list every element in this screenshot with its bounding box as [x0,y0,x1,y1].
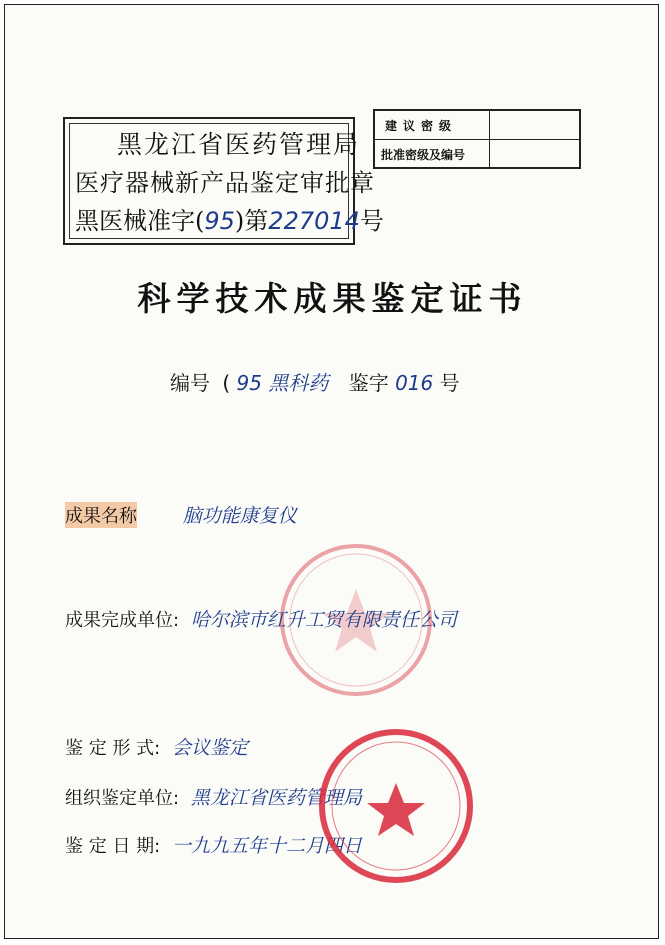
achievement-name-value: 脑功能康复仪 [182,505,297,527]
approval-stamp [63,117,384,245]
cert-no-suffix-label: 鉴字 [348,371,389,395]
approved-secrecy-level: 批准密级及编号 [381,148,466,162]
secrecy-divider-v [489,111,490,167]
cert-no-open: ( [222,371,231,395]
cert-no-unit: 号 [439,371,460,395]
achievement-name-row [65,501,297,528]
appraisal-form-row [65,733,248,760]
approval-stamp-line3 [75,201,384,236]
approval-stamp-line2: 医疗器械新产品鉴定审批章 [75,169,375,197]
suggested-secrecy-level: 建议密级 [385,119,458,133]
achievement-name-label: 成果名称 [65,502,137,528]
document-title: 科学技术成果鉴定证书 [137,279,528,318]
organizing-unit-value: 黑龙江省医药管理局 [190,787,362,809]
approval-mid: )第 [234,207,269,235]
approval-year: 95 [204,207,235,235]
completing-unit-label: 成果完成单位: [65,610,180,631]
bureau-seal [317,727,475,885]
certificate-number [170,367,460,396]
secrecy-divider-h [375,139,579,140]
appraisal-date-label: 鉴 定 日 期: [65,836,161,857]
cert-no-number: 016 [395,371,434,395]
approval-stamp-line1: 黑龙江省医药管理局 [117,130,361,159]
completing-unit-value: 哈尔滨市红升工贸有限责任公司 [190,609,457,631]
secrecy-box [373,109,581,169]
approval-number: 227014 [268,207,360,235]
cert-no-label: 编号 [170,371,210,395]
appraisal-form-label: 鉴 定 形 式: [65,738,161,759]
cert-no-handwritten: 95 黑科药 [236,371,329,395]
appraisal-form-value: 会议鉴定 [171,737,248,759]
appraisal-date-value: 一九九五年十二月四日 [171,835,362,857]
completing-unit-row [65,605,457,632]
organizing-unit-label: 组织鉴定单位: [65,788,180,809]
certificate-page [4,4,659,939]
approval-suffix: 号 [359,207,384,235]
approval-prefix: 黑医械准字( [75,207,205,235]
